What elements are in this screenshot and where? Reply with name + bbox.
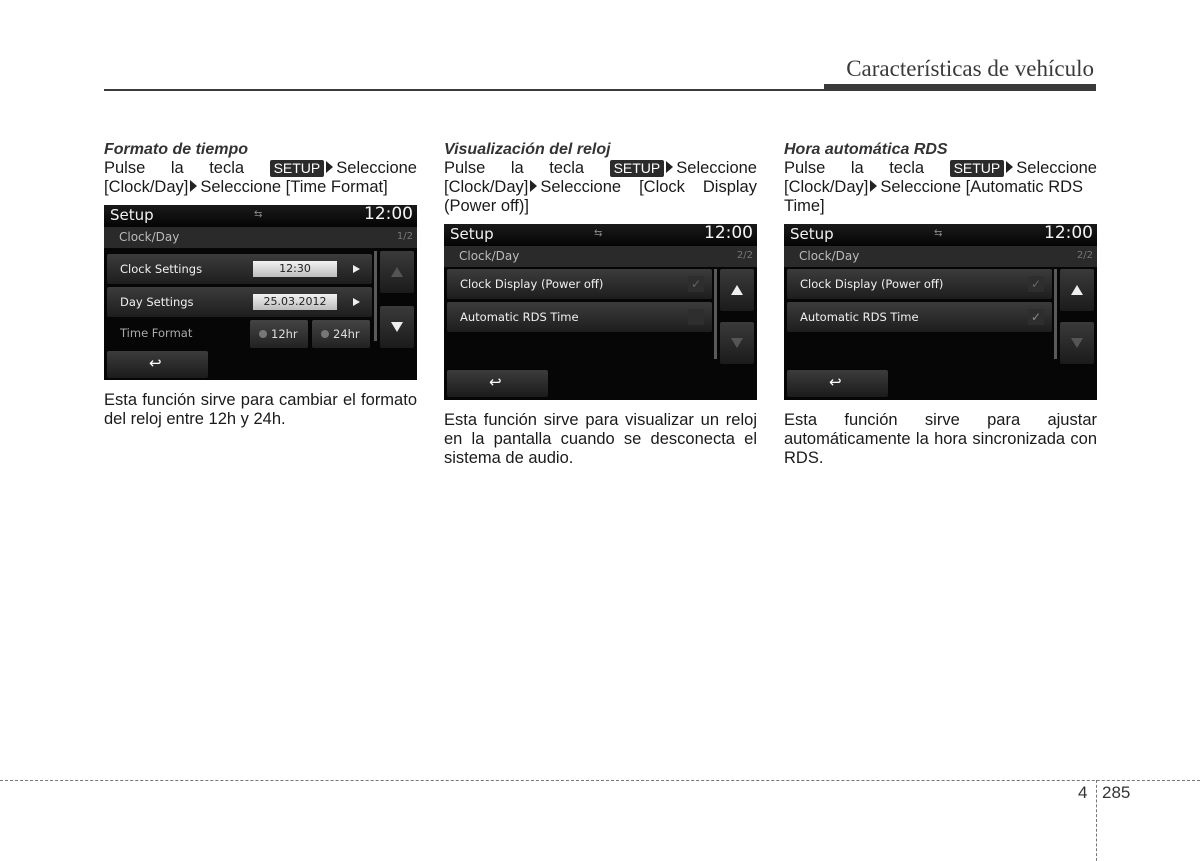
word: Display — [702, 178, 757, 196]
automatic-rds-time-row[interactable] — [787, 302, 1052, 332]
clock-value-field: 12:30 — [253, 261, 337, 277]
description-text: Esta función sirve para visualizar un reloj en la pantalla cuando se desconecta el sistema de audio. — [444, 411, 757, 467]
screen-titlebar — [104, 205, 417, 227]
footer-divider — [0, 780, 1200, 781]
word: tecla — [209, 159, 245, 177]
page-indicator: 2/2 — [1076, 250, 1093, 261]
header-rule-accent — [824, 84, 1096, 91]
arrow-right-icon — [190, 180, 197, 192]
menu-path: Seleccione [Automatic RDS — [880, 178, 1084, 196]
section-heading: Visualización del reloj — [444, 141, 611, 158]
row-label: Automatic RDS Time — [800, 310, 919, 324]
word: la — [510, 159, 524, 177]
screen-subtitle: Clock/Day — [799, 249, 860, 263]
chapter-number: 4 — [1078, 783, 1088, 802]
screen-title: Setup — [450, 225, 494, 243]
word: la — [850, 159, 864, 177]
word: Seleccione — [676, 159, 757, 177]
scroll-up-button[interactable] — [380, 251, 414, 293]
radio-dot-icon — [259, 330, 267, 338]
description-text: Esta función sirve para ajustar automáticamente la hora sincronizada con RDS. — [784, 411, 1097, 467]
word: Pulse — [104, 159, 146, 177]
usb-icon: ⇆ — [254, 209, 263, 220]
triangle-down-icon — [391, 322, 403, 332]
screen-subheader — [444, 246, 757, 267]
row-label: Automatic RDS Time — [460, 310, 579, 324]
checkbox-icon[interactable]: ✓ — [1028, 309, 1044, 325]
radio-label: 12hr — [271, 327, 298, 341]
page-indicator: 1/2 — [396, 231, 413, 242]
arrow-right-icon — [353, 298, 360, 306]
word: tecla — [549, 159, 585, 177]
setup-screen-image — [104, 205, 417, 380]
triangle-up-icon — [391, 267, 403, 277]
word: Seleccione — [336, 159, 417, 177]
back-icon: ↩ — [149, 354, 162, 372]
instruction-text — [104, 159, 417, 197]
screen-subheader — [104, 227, 417, 248]
instruction-text — [784, 159, 1097, 216]
setup-key-label: SETUP — [610, 160, 665, 177]
word: Seleccione — [540, 178, 622, 196]
word: [Clock — [639, 178, 685, 196]
menu-path: Seleccione [Time Format] — [200, 178, 388, 196]
back-icon: ↩ — [829, 373, 842, 391]
radio-dot-icon — [321, 330, 329, 338]
screen-titlebar — [784, 224, 1097, 246]
menu-path: [Clock/Day] — [444, 178, 529, 196]
setup-key-label: SETUP — [950, 160, 1005, 177]
menu-path-cont: Time] — [784, 197, 825, 215]
screen-subtitle: Clock/Day — [459, 249, 520, 263]
time-format-row — [107, 318, 372, 350]
scroll-up-button[interactable] — [1060, 269, 1094, 311]
section-heading: Formato de tiempo — [104, 141, 249, 158]
screen-title: Setup — [790, 225, 834, 243]
page-indicator: 2/2 — [736, 250, 753, 261]
instruction-text — [444, 159, 757, 216]
arrow-right-icon — [326, 161, 333, 173]
scrollbar[interactable] — [714, 269, 717, 359]
triangle-down-icon — [1071, 338, 1083, 348]
usb-icon: ⇆ — [594, 228, 603, 239]
clock-display-row[interactable] — [447, 269, 712, 299]
arrow-right-icon — [353, 265, 360, 273]
section-heading: Hora automática RDS — [784, 141, 948, 158]
date-value-field: 25.03.2012 — [253, 294, 337, 310]
setup-screen-image — [444, 224, 757, 400]
scroll-down-button[interactable] — [720, 322, 754, 364]
checkbox-icon[interactable] — [688, 309, 704, 325]
arrow-right-icon — [870, 180, 877, 192]
scrollbar[interactable] — [374, 251, 377, 341]
usb-icon: ⇆ — [934, 228, 943, 239]
screen-subheader — [784, 246, 1097, 267]
scroll-up-button[interactable] — [720, 269, 754, 311]
clock-display-row[interactable] — [787, 269, 1052, 299]
section-rds-time — [784, 140, 1097, 468]
section-time-format — [104, 140, 417, 429]
radio-24hr[interactable] — [312, 320, 370, 348]
scroll-down-button[interactable] — [380, 306, 414, 348]
menu-path-cont: (Power off)] — [444, 197, 529, 215]
radio-label: 24hr — [333, 327, 360, 341]
back-icon: ↩ — [489, 373, 502, 391]
scrollbar[interactable] — [1054, 269, 1057, 359]
automatic-rds-time-row[interactable] — [447, 302, 712, 332]
row-label: Clock Settings — [120, 262, 203, 276]
screen-clock: 12:00 — [704, 224, 753, 243]
row-label: Day Settings — [120, 295, 194, 309]
triangle-up-icon — [1071, 285, 1083, 295]
row-label: Clock Display (Power off) — [460, 277, 604, 291]
arrow-right-icon — [666, 161, 673, 173]
word: Pulse — [444, 159, 486, 177]
menu-path: [Clock/Day] — [784, 178, 869, 196]
triangle-up-icon — [731, 285, 743, 295]
row-label: Clock Display (Power off) — [800, 277, 944, 291]
setup-screen-image — [784, 224, 1097, 400]
word: Pulse — [784, 159, 826, 177]
screen-clock: 12:00 — [364, 205, 413, 224]
page-number: 285 — [1102, 783, 1131, 802]
page-header-title: Características de vehículo — [846, 56, 1094, 81]
day-settings-row[interactable] — [107, 287, 372, 317]
arrow-right-icon — [1006, 161, 1013, 173]
word: Seleccione — [1016, 159, 1097, 177]
radio-12hr[interactable] — [250, 320, 308, 348]
screen-subtitle: Clock/Day — [119, 230, 180, 244]
back-button[interactable] — [787, 370, 888, 397]
word: la — [170, 159, 184, 177]
footer-vertical-divider — [1096, 780, 1097, 861]
arrow-right-icon — [530, 180, 537, 192]
checkbox-icon[interactable]: ✓ — [1028, 276, 1044, 292]
section-clock-display — [444, 140, 757, 468]
checkbox-icon[interactable]: ✓ — [688, 276, 704, 292]
screen-clock: 12:00 — [1044, 224, 1093, 243]
header-rule — [104, 89, 824, 91]
scroll-down-button[interactable] — [1060, 322, 1094, 364]
screen-titlebar — [444, 224, 757, 246]
word: tecla — [889, 159, 925, 177]
back-button[interactable] — [107, 351, 208, 378]
clock-settings-row[interactable] — [107, 254, 372, 284]
back-button[interactable] — [447, 370, 548, 397]
screen-title: Setup — [110, 206, 154, 224]
row-label: Time Format — [120, 326, 193, 340]
description-text: Esta función sirve para cambiar el formato del reloj entre 12h y 24h. — [104, 391, 417, 428]
menu-path: [Clock/Day] — [104, 178, 189, 196]
setup-key-label: SETUP — [270, 160, 325, 177]
triangle-down-icon — [731, 338, 743, 348]
